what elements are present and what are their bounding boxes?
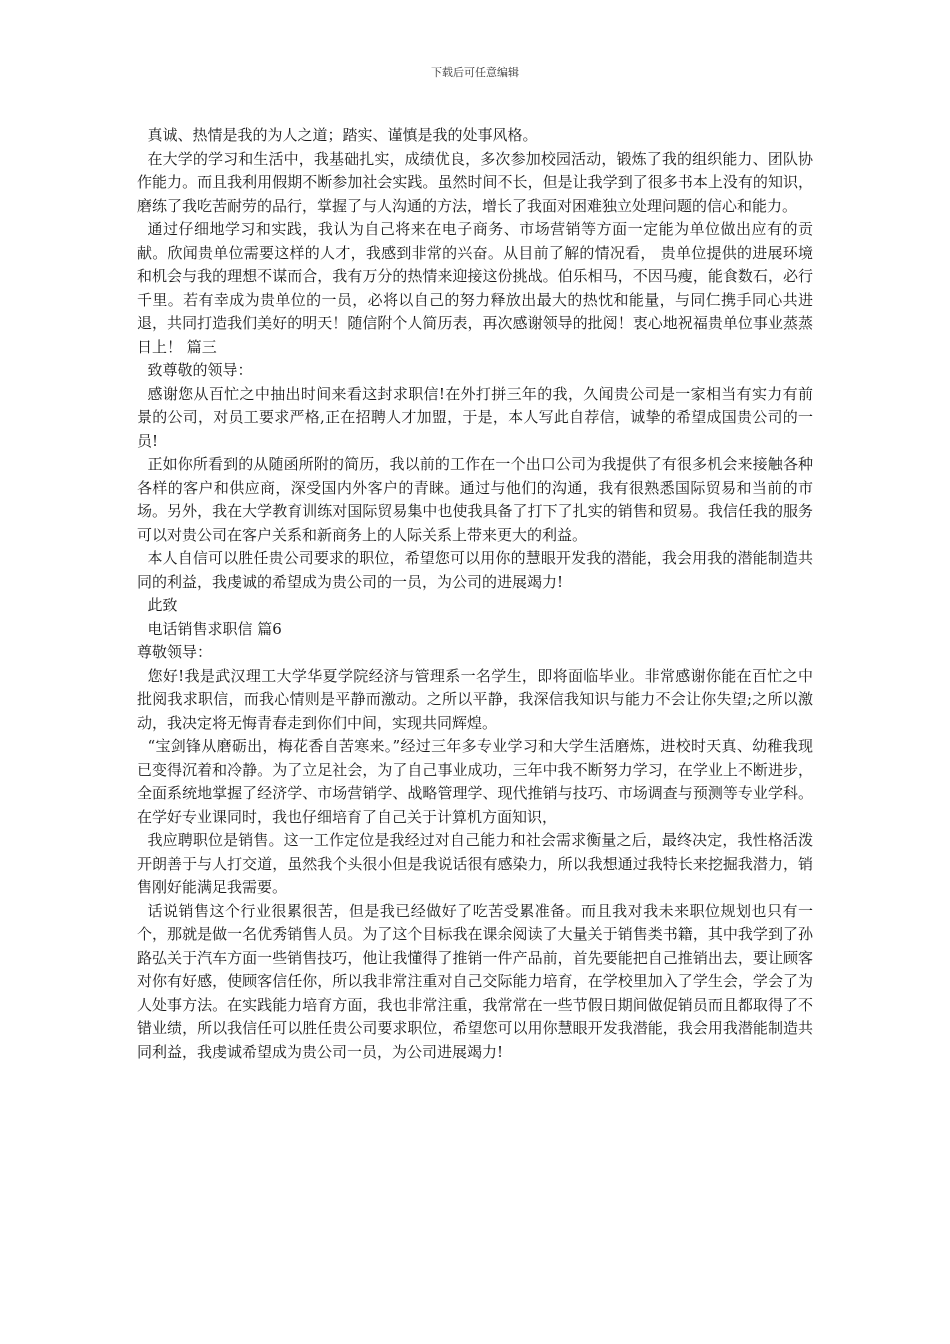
paragraph: 感谢您从百忙之中抽出时间来看这封求职信!在外打拼三年的我，久闻贵公司是一家相当有实力有前景的公司，对员工要求严格,正在招聘人才加盟，于是，本人写此自荐信，诚挚的希望成国贵公司的一员! (137, 384, 813, 450)
paragraph: 真诚、热情是我的为人之道；踏实、谨慎是我的处事风格。 (147, 126, 538, 144)
document-body (137, 124, 813, 1064)
salutation: 致尊敬的领导： (147, 361, 253, 379)
paragraph: 您好!我是武汉理工大学华夏学院经济与管理系一名学生，即将面临毕业。非常感谢你能在百忙之中批阅我求职信，而我心情则是平静而激动。之所以平静，我深信我知识与能力不会让你失望;之所以激动，我决定将无悔青春走到你们中间，实现共同辉煌。 (137, 666, 813, 732)
paragraph: 通过仔细地学习和实践，我认为自己将来在电子商务、市场营销等方面一定能为单位做出应有的贡献。欣闻贵单位需要这样的人才，我感到非常的兴奋。从目前了解的情况看， 贵单位提供的进展环境和机会与我的理想不谋而合，我有万分的热情来迎接这份挑战。伯乐相马，不因马瘦，能食数石，必行千里。若有幸成为贵单位的一员，必将以自己的努力释放出最大的热忱和能量，与同仁携手同心共进退，共同打造我们美好的明天！随信附个人简历表，再次感谢领导的批阅！衷心地祝福贵单位事业蒸蒸日上！ 篇三 (137, 220, 813, 356)
paragraph: “宝剑锋从磨砺出，梅花香自苦寒来。”经过三年多专业学习和大学生活磨炼，进校时天真、幼稚我现已变得沉着和冷静。为了立足社会，为了自己事业成功，三年中我不断努力学习，在学业上不断进步，全面系统地掌握了经济学、市场营销学、战略管理学、现代推销与技巧、市场调查与预测等专业学科。在学好专业课同时，我也仔细培育了自己关于计算机方面知识， (137, 737, 813, 826)
page-header-note: 下载后可任意编辑 (431, 66, 519, 79)
closing: 此致 (147, 596, 178, 614)
paragraph: 在大学的学习和生活中，我基础扎实，成绩优良，多次参加校园活动，锻炼了我的组织能力、团队协作能力。而且我利用假期不断参加社会实践。虽然时间不长，但是让我学到了很多书本上没有的知识，磨练了我吃苦耐劳的品行，掌握了与人沟通的方法，增长了我面对困难独立处理问题的信心和能力。 (137, 149, 813, 215)
paragraph: 本人自信可以胜任贵公司要求的职位，希望您可以用你的慧眼开发我的潜能，我会用我的潜能制造共同的利益，我虔诚的希望成为贵公司的一员，为公司的进展竭力! (137, 549, 813, 591)
paragraph: 正如你所看到的从随函所附的简历，我以前的工作在一个出口公司为我提供了有很多机会来接触各种各样的客户和供应商，深受国内外客户的青睐。通过与他们的沟通，我有很熟悉国际贸易和当前的市场。另外，我在大学教育训练对国际贸易集中也使我具备了打下了扎实的销售和贸易。我信任我的服务可以对贵公司在客户关系和新商务上的人际关系上带来更大的利益。 (137, 455, 813, 544)
paragraph: 我应聘职位是销售。这一工作定位是我经过对自己能力和社会需求衡量之后，最终决定，我性格活泼开朗善于与人打交道，虽然我个头很小但是我说话很有感染力，所以我想通过我特长来挖掘我潜力，销售刚好能满足我需要。 (137, 831, 813, 896)
section-title: 电话销售求职信 篇6 (147, 619, 282, 638)
salutation: 尊敬领导： (137, 643, 213, 661)
paragraph: 话说销售这个行业很累很苦，但是我已经做好了吃苦受累准备。而且我对我未来职位规划也只有一个，那就是做一名优秀销售人员。为了这个目标我在课余阅读了大量关于销售类书籍，其中我学到了孙路弘关于汽车方面一些销售技巧，他让我懂得了推销一件产品前，首先要能把自己推销出去，要让顾客对你有好感，使顾客信任你，所以我非常注重对自己交际能力培育，在学校里加入了学生会，学会了为人处事方法。在实践能力培育方面，我也非常注重，我常常在一些节假日期间做促销员而且都取得了不错业绩，所以我信任可以胜任贵公司要求职位，希望您可以用你慧眼开发我潜能，我会用我潜能制造共同利益，我虔诚希望成为贵公司一员，为公司进展竭力! (137, 901, 813, 1061)
